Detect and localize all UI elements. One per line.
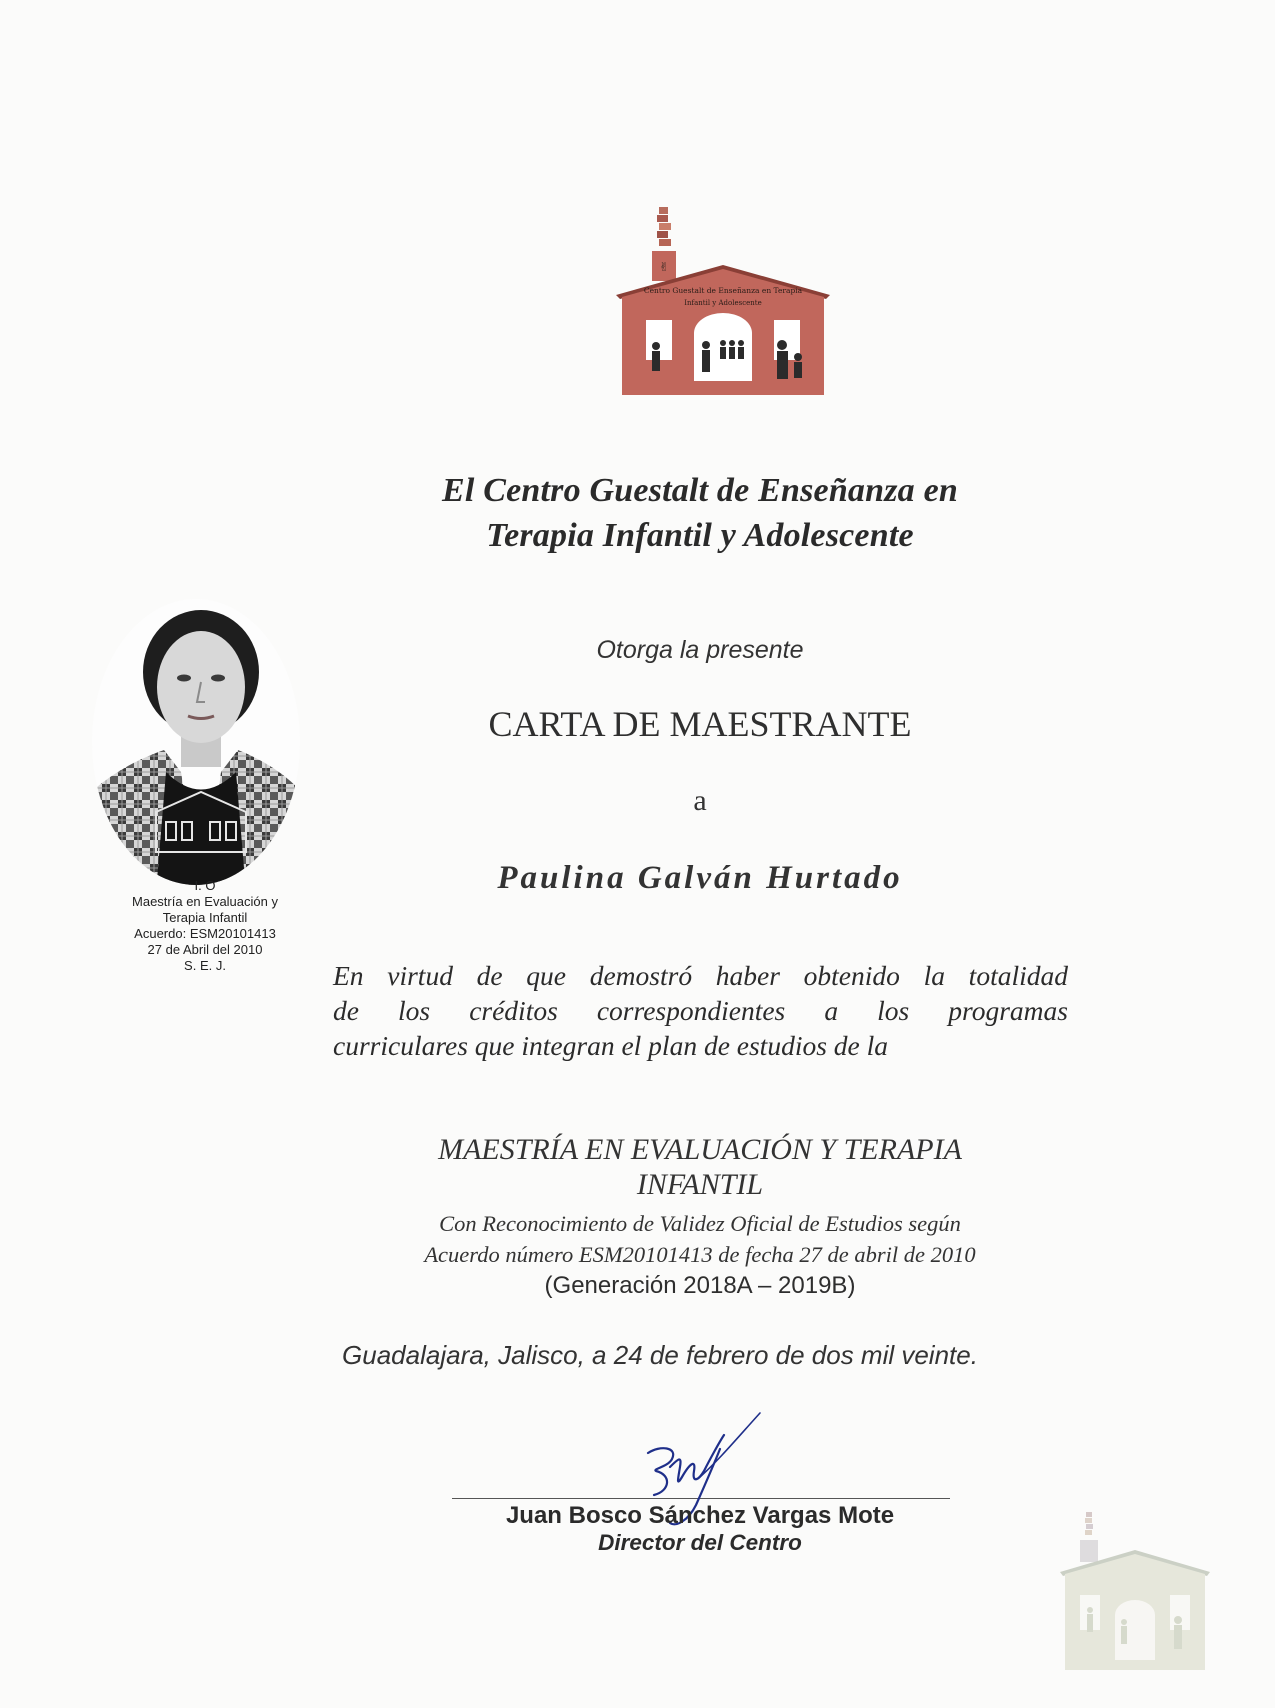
institution-name-line2: Terapia Infantil y Adolescente: [486, 517, 914, 554]
body-line-2: de los créditos correspondientes a los programas: [333, 995, 1068, 1026]
program-name-line1: MAESTRÍA EN EVALUACIÓN Y TERAPIA: [438, 1133, 962, 1166]
photo-caption-line1: I. O: [194, 878, 216, 893]
place-date: Guadalajara, Jalisco, a 24 de febrero de dos mil veinte.: [342, 1340, 978, 1370]
photo-caption-line5: 27 de Abril del 2010: [147, 942, 263, 957]
director-title: Director del Centro: [598, 1530, 802, 1555]
photo-caption-line4: Acuerdo: ESM20101413: [134, 926, 276, 941]
director-name: Juan Bosco Sánchez Vargas Mote: [505, 1502, 895, 1529]
logo-text-1: Centro Guestalt de Enseñanza en Terapia: [643, 286, 803, 295]
generation: (Generación 2018A – 2019B): [544, 1272, 856, 1299]
photo-caption-line6: S. E. J.: [184, 958, 226, 973]
chimney-blocks: [657, 207, 671, 246]
photo-caption: [90, 878, 320, 974]
watermark-logo: [1060, 1510, 1210, 1670]
rvoe-line1: Con Reconocimiento de Validez Oficial de Estudios según: [439, 1211, 961, 1236]
intro-text: Otorga la presente: [596, 636, 804, 664]
top: [156, 772, 246, 892]
recipient-name: Paulina Galván Hurtado: [497, 860, 903, 896]
body-line-1: En virtud de que demostró haber obtenido la totalidad: [333, 960, 1068, 991]
small-chimney-blocks: [1085, 1512, 1093, 1535]
institution-logo: [616, 205, 830, 395]
body-line-3: curriculares que integran el plan de estudios de la: [333, 1030, 889, 1061]
institution-name-line1: El Centro Guestalt de Enseñanza en: [442, 472, 958, 509]
preposition: a: [693, 784, 707, 817]
svg-text:✌: ✌: [658, 260, 670, 274]
photo-caption-line3: Terapia Infantil: [162, 910, 248, 925]
rvoe-line2: Acuerdo número ESM20101413 de fecha 27 de abril de 2010: [424, 1242, 976, 1267]
document-title: CARTA DE MAESTRANTE: [488, 704, 912, 744]
photo-caption-line2: Maestría en Evaluación y: [132, 894, 278, 909]
student-photo: [86, 592, 306, 892]
logo-text-2: Infantil y Adolescente: [684, 299, 762, 307]
program-name-line2: INFANTIL: [636, 1168, 764, 1201]
